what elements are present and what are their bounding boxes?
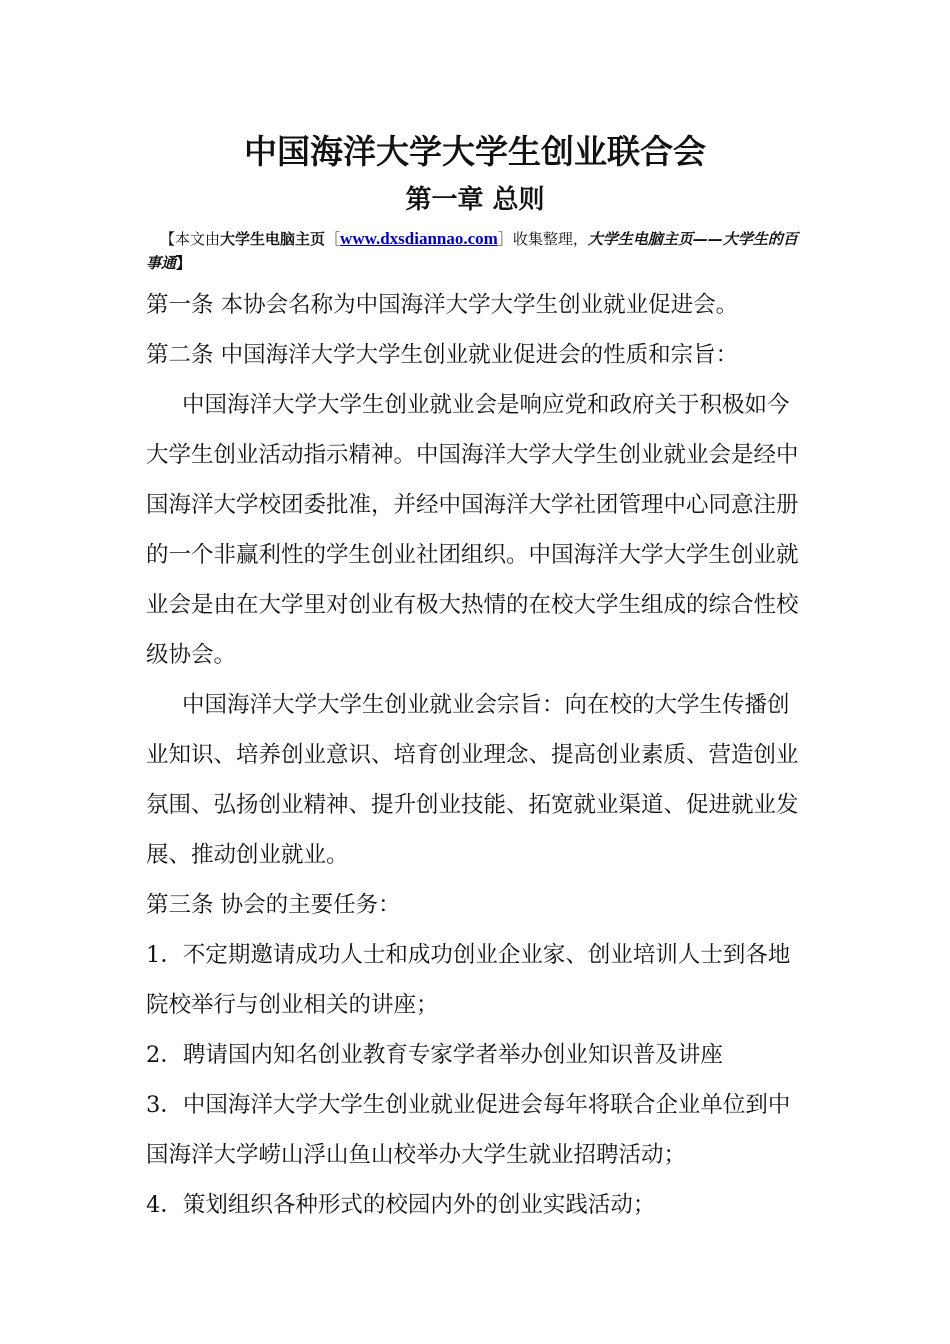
chapter-heading: 第一章 总则 <box>405 185 545 215</box>
article-2: 第二条 中国海洋大学大学生创业就业促进会的性质和宗旨： <box>146 342 739 368</box>
note-bracket-close: ］收集整理， <box>497 230 588 248</box>
note-open: 【本文由 <box>160 230 221 248</box>
note-bracket-open: ［ <box>325 230 341 248</box>
note-slogan: 大学生电脑主页——大学生的百事通 <box>146 230 798 272</box>
task-item-1: 1．不定期邀请成功人士和成功创业企业家、创业培训人士到各地院校举行与创业相关的讲座； <box>146 942 791 1018</box>
source-link[interactable]: www.dxsdiannao.com <box>340 229 498 248</box>
purpose-paragraph: 中国海洋大学大学生创业就业会宗旨：向在校的大学生传播创业知识、培养创业意识、培育创业理念、提高创业素质、营造创业氛围、弘扬创业精神、提升创业技能、拓宽就业渠道、促进就业发展、推动创业就业。 <box>146 692 799 868</box>
body-text <box>146 280 808 1230</box>
nature-paragraph: 中国海洋大学大学生创业就业会是响应党和政府关于积极如今大学生创业活动指示精神。中国海洋大学大学生创业就业会是经中国海洋大学校团委批准，并经中国海洋大学社团管理中心同意注册的一个非赢利性的学生创业社团组织。中国海洋大学大学生创业就业会是由在大学里对创业有极大热情的在校大学生组成的综合性校级协会。 <box>146 392 799 668</box>
task-item-4: 4．策划组织各种形式的校园内外的创业实践活动； <box>146 1192 656 1218</box>
note-close: 】 <box>176 254 192 272</box>
article-3: 第三条 协会的主要任务： <box>146 892 401 918</box>
task-item-3: 3．中国海洋大学大学生创业就业促进会每年将联合企业单位到中国海洋大学崂山浮山鱼山校举办大学生就业招聘活动； <box>146 1092 791 1168</box>
article-1: 第一条 本协会名称为中国海洋大学大学生创业就业促进会。 <box>146 292 739 318</box>
note-site-name: 大学生电脑主页 <box>220 230 326 248</box>
source-note <box>146 227 808 275</box>
document-title: 中国海洋大学大学生创业联合会 <box>244 132 706 171</box>
task-item-2: 2．聘请国内知名创业教育专家学者举办创业知识普及讲座 <box>146 1042 723 1068</box>
